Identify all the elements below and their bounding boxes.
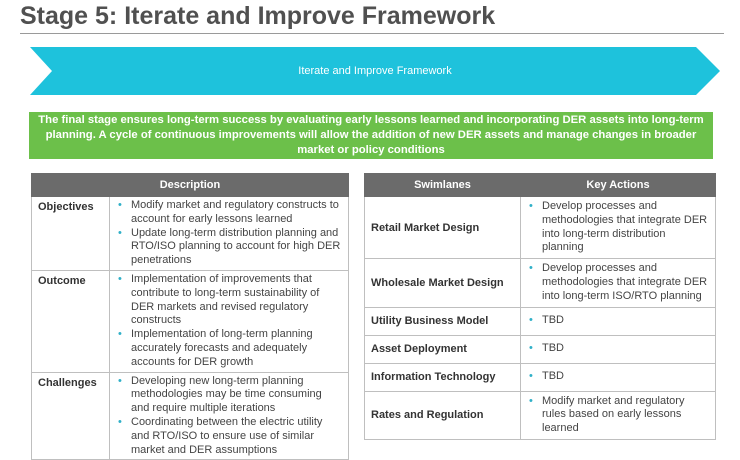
stage-summary: The final stage ensures long-term success by evaluating early lessons learned and incorporating DER assets into long-term planning. A cycle of continuous improvements will allow the addition of new DER assets and manage changes in broader market or policy conditions [29, 112, 713, 159]
list-item: • TBD [529, 370, 709, 384]
swimlanes-table [364, 173, 716, 440]
page-title: Stage 5: Iterate and Improve Framework [20, 2, 496, 30]
list-item: • Coordinating between the electric utility and RTO/ISO to ensure use of similar market and DER assumptions [118, 416, 342, 457]
row-label-outcome: Outcome [32, 270, 110, 372]
description-table [31, 173, 349, 460]
swimlane-utility-business-model: Utility Business Model [365, 307, 521, 335]
table-row [365, 307, 716, 335]
table-row [365, 197, 716, 259]
table-row [32, 270, 349, 372]
list-item: • Update long-term distribution planning and RTO/ISO planning to account for high DER penetrations [118, 227, 342, 268]
list-item: • Develop processes and methodologies that integrate DER into long-term ISO/RTO planning [529, 262, 709, 303]
list-item: • Developing new long-term planning methodologies may be time consuming and require multiple iterations [118, 375, 342, 416]
swimlane-retail-market-design: Retail Market Design [365, 197, 521, 259]
list-item: • Modify market and regulatory rules based on early lessons learned [529, 395, 709, 436]
list-item: • Implementation of improvements that contribute to long-term sustainability of DER markets and revised regulatory constructs [118, 273, 342, 328]
banner-label: Iterate and Improve Framework [298, 65, 452, 77]
list-item: • TBD [529, 342, 709, 356]
table-row [32, 372, 349, 460]
swimlane-asset-deployment: Asset Deployment [365, 335, 521, 363]
table-row [32, 197, 349, 271]
row-label-objectives: Objectives [32, 197, 110, 271]
list-item: • Implementation of long-term planning accurately forecasts and adequately accounts for DER growth [118, 328, 342, 369]
swimlane-information-technology: Information Technology [365, 363, 521, 391]
table-row [365, 335, 716, 363]
list-item: • Modify market and regulatory constructs to account for early lessons learned [118, 199, 342, 227]
table-row [365, 363, 716, 391]
title-divider [20, 33, 724, 34]
swimlane-wholesale-market-design: Wholesale Market Design [365, 259, 521, 307]
key-actions-header: Key Actions [521, 174, 716, 197]
description-header: Description [32, 174, 349, 197]
stage-banner [30, 47, 720, 95]
swimlane-rates-and-regulation: Rates and Regulation [365, 391, 521, 439]
row-label-challenges: Challenges [32, 372, 110, 460]
list-item: • TBD [529, 314, 709, 328]
table-row [365, 259, 716, 307]
swimlanes-header: Swimlanes [365, 174, 521, 197]
table-row [365, 391, 716, 439]
list-item: • Develop processes and methodologies that integrate DER into long-term distribution planning [529, 200, 709, 255]
